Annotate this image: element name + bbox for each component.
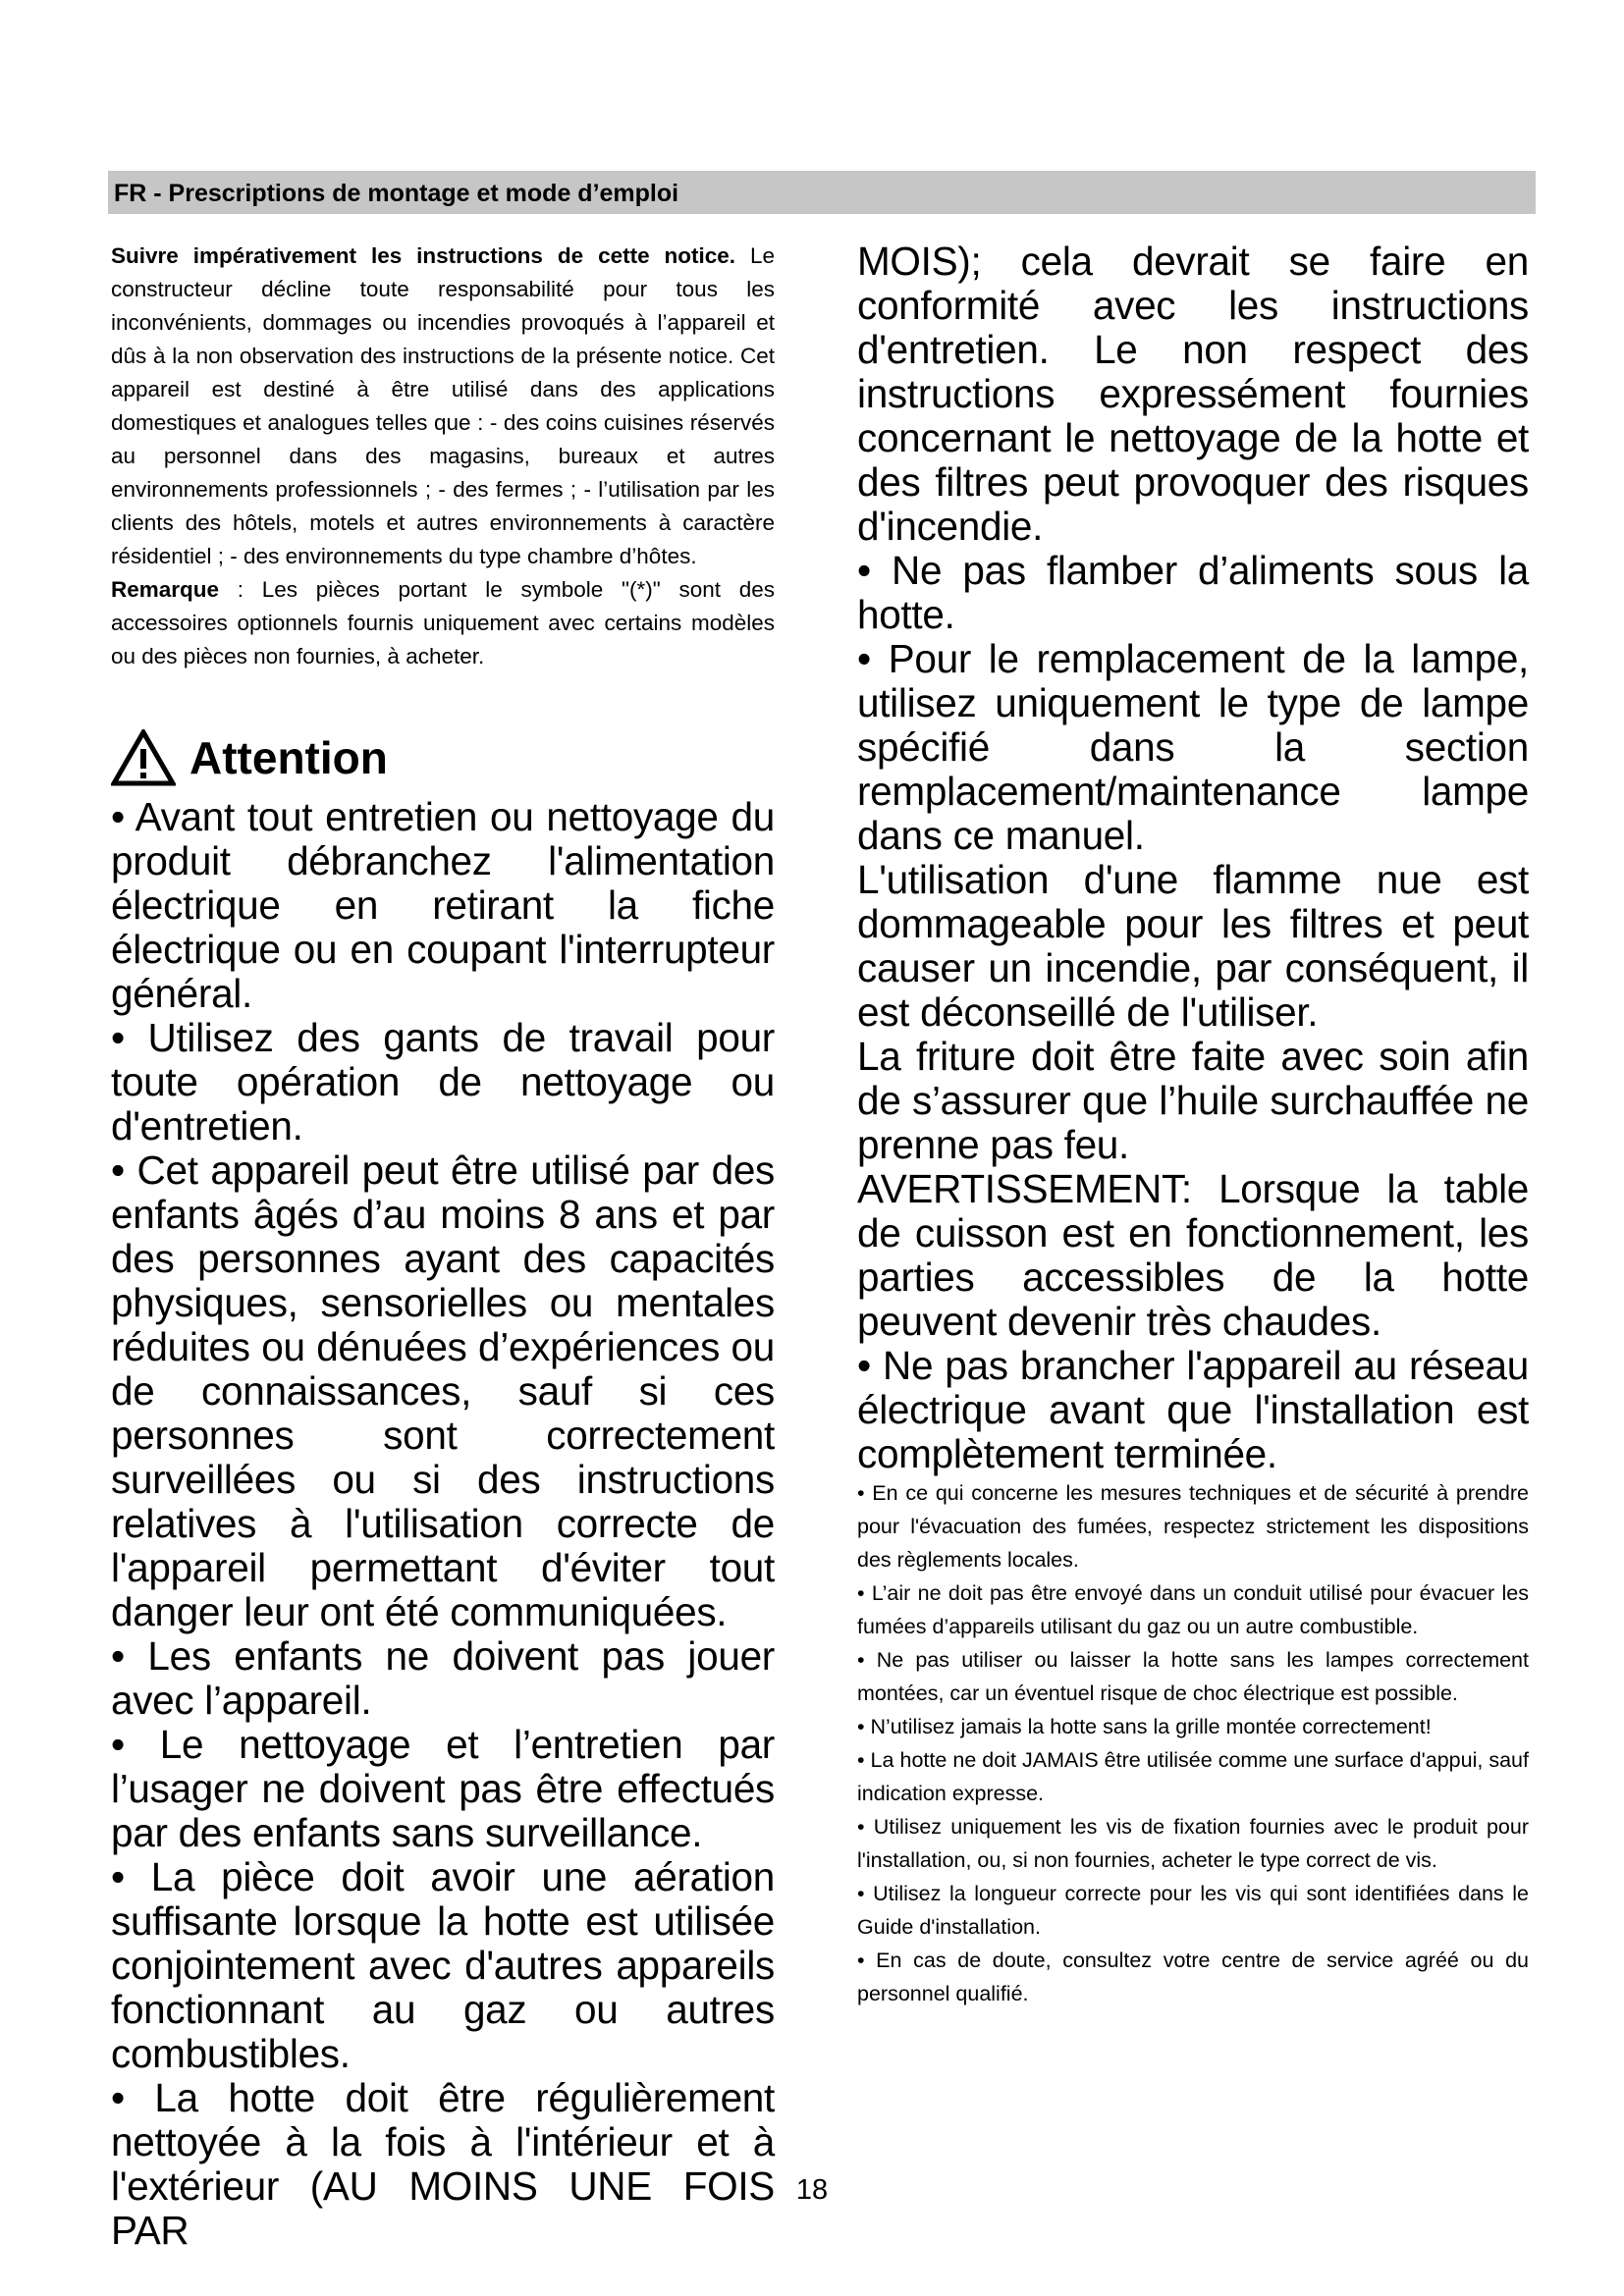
page-title: FR - Prescriptions de montage et mode d’emploi: [114, 180, 679, 207]
right-paragraph: MOIS); cela devrait se faire en conformité avec les instructions d'entretien. Le non respect des instructions expressément fournies concernant le nettoyage de la hotte et des filtres peut provoquer des risques d'incendie.: [857, 239, 1529, 549]
right-small-bullet: • N’utilisez jamais la hotte sans la grille montée correctement!: [857, 1715, 1432, 1738]
right-small-bullet: • La hotte ne doit JAMAIS être utilisée comme une surface d'appui, sauf indication expresse.: [857, 1748, 1529, 1805]
right-paragraph: L'utilisation d'une flamme nue est dommageable pour les filtres et peut causer un incendie, par conséquent, il est déconseillé de l'utiliser.: [857, 857, 1529, 1035]
remark-label: Remarque: [111, 577, 220, 602]
intro-bold-lead: Suivre impérativement les instructions de cette notice.: [111, 243, 736, 268]
right-paragraph: • Pour le remplacement de la lampe, utilisez uniquement le type de lampe spécifié dans la section remplacement/maintenance lampe dans ce manuel.: [857, 636, 1529, 858]
right-small-bullet: • Utilisez la longueur correcte pour les vis qui sont identifiées dans le Guide d'installation.: [857, 1882, 1529, 1939]
left-bullet: • Le nettoyage et l’entretien par l’usager ne doivent pas être effectués par des enfants sans surveillance.: [111, 1722, 775, 1855]
remark-paragraph: [111, 573, 775, 673]
right-small-bullet: • L’air ne doit pas être envoyé dans un conduit utilisé pour évacuer les fumées d’appareils utilisant du gaz ou un autre combustible.: [857, 1581, 1529, 1638]
remark-text: : Les pièces portant le symbole "(*)" sont des accessoires optionnels fournis uniquement avec certains modèles ou des pièces non fournies, à acheter.: [111, 577, 775, 668]
right-paragraph: La friture doit être faite avec soin afin de s’assurer que l’huile surchauffée ne prenne pas feu.: [857, 1034, 1529, 1167]
intro-text: Le constructeur décline toute responsabilité pour tous les inconvénients, dommages ou incendies provoqués à l’appareil et dûs à la non observation des instructions de la présente notice. Cet appareil est destiné à être utilisé dans des applications domestiques et analogues telles que : - des coins cuisines réservés au personnel dans des magasins, bureaux et autres environnements professionnels ; - des fermes ; - l’utilisation par les clients des hôtels, motels et autres environnements à caractère résidentiel ; - des environnements du type chambre d’hôtes.: [111, 243, 776, 568]
left-column: [111, 240, 775, 2253]
left-bullet: • Les enfants ne doivent pas jouer avec l’appareil.: [111, 1633, 775, 1723]
left-bullet: • La hotte doit être régulièrement nettoyée à la fois à l'intérieur et à l'extérieur (AU MOINS UNE FOIS PAR: [111, 2075, 775, 2253]
left-bullet: • Cet appareil peut être utilisé par des enfants âgés d’au moins 8 ans et par des personnes ayant des capacités physiques, sensorielles ou mentales réduites ou dénuées d’expériences ou de connaissances, sauf si ces personnes sont correctement surveillées ou si des instructions relatives à l'utilisation correcte de l'appareil permettant d'éviter tout danger leur ont été communiquées.: [111, 1148, 775, 1634]
right-small-bullet: • Ne pas utiliser ou laisser la hotte sans les lampes correctement montées, car un éventuel risque de choc électrique est possible.: [857, 1648, 1529, 1705]
right-small-bullet: • En cas de doute, consultez votre centre de service agréé ou du personnel qualifié.: [857, 1949, 1529, 2005]
right-small-bullet: • En ce qui concerne les mesures techniques et de sécurité à prendre pour l'évacuation des fumées, respectez strictement les dispositions des règlements locales.: [857, 1481, 1529, 1572]
right-paragraph: AVERTISSEMENT: Lorsque la table de cuisson est en fonctionnement, les parties accessibles de la hotte peuvent devenir très chaudes.: [857, 1166, 1529, 1344]
warning-triangle-icon: [111, 729, 176, 786]
right-small-bullet: • Utilisez uniquement les vis de fixation fournies avec le produit pour l'installation, ou, si non fournies, acheter le type correct de vis.: [857, 1815, 1529, 1872]
attention-title: Attention: [189, 732, 388, 783]
left-bullet: • Avant tout entretien ou nettoyage du produit débranchez l'alimentation électrique en retirant la fiche électrique ou en coupant l'interrupteur général.: [111, 794, 775, 1016]
section-header-bar: [108, 171, 1536, 214]
left-bullet: • La pièce doit avoir une aération suffisante lorsque la hotte est utilisée conjointement avec d'autres appareils fonctionnant au gaz ou autres combustibles.: [111, 1854, 775, 2076]
page-number: 18: [795, 2174, 829, 2206]
intro-paragraph: [111, 240, 775, 573]
right-paragraph: • Ne pas flamber d’aliments sous la hotte.: [857, 548, 1529, 637]
attention-heading: [111, 728, 775, 787]
right-column: [857, 240, 1529, 2010]
right-paragraph: • Ne pas brancher l'appareil au réseau électrique avant que l'installation est complètement terminée.: [857, 1343, 1529, 1476]
left-bullet: • Utilisez des gants de travail pour toute opération de nettoyage ou d'entretien.: [111, 1015, 775, 1148]
